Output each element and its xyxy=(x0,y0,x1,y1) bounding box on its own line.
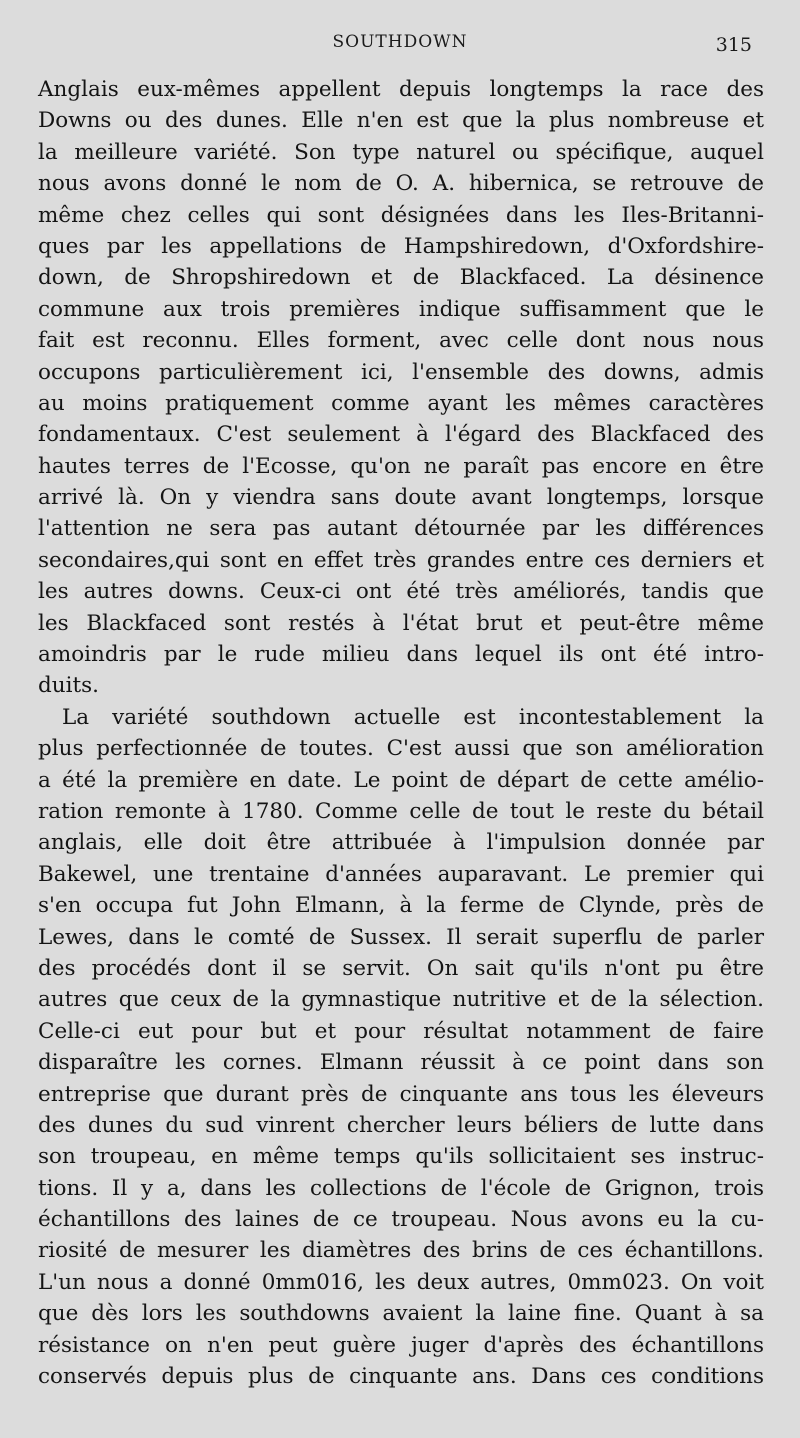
text-line: conservés depuis plus de cinquante ans. Dans ces conditions xyxy=(38,1364,764,1390)
page-number: 315 xyxy=(715,34,752,56)
text-line: tions. Il y a, dans les collections de l'école de Grignon, trois xyxy=(38,1175,764,1201)
body-text xyxy=(38,74,764,1392)
text-line: la meilleure variété. Son type naturel ou spécifique, auquel xyxy=(38,139,764,165)
text-line: nous avons donné le nom de O. A. hibernica, se retrouve de xyxy=(38,171,764,197)
text-line: disparaître les cornes. Elmann réussit à ce point dans son xyxy=(38,1050,764,1076)
text-line: des dunes du sud vinrent chercher leurs béliers de lutte dans xyxy=(38,1112,764,1138)
text-line: son troupeau, en même temps qu'ils sollicitaient ses instruc- xyxy=(38,1144,764,1170)
text-line: autres que ceux de la gymnastique nutritive et de la sélection. xyxy=(38,987,764,1013)
text-line: down, de Shropshiredown et de Blackfaced. La désinence xyxy=(38,265,764,291)
text-line: les Blackfaced sont restés à l'état brut et peut-être même xyxy=(38,610,764,636)
text-line: Lewes, dans le comté de Sussex. Il serait superflu de parler xyxy=(38,924,764,950)
text-line: ration remonte à 1780. Comme celle de tout le reste du bétail xyxy=(38,798,764,824)
text-line: échantillons des laines de ce troupeau. Nous avons eu la cu- xyxy=(38,1207,764,1233)
paragraph-end-line: duits. xyxy=(38,673,99,699)
text-line: Bakewel, une trentaine d'années auparavant. Le premier qui xyxy=(38,861,764,887)
text-line: fait est reconnu. Elles forment, avec celle dont nous nous xyxy=(38,328,764,354)
page-header xyxy=(0,32,800,64)
text-line: que dès lors les southdowns avaient la laine fine. Quant à sa xyxy=(38,1301,764,1327)
text-line: hautes terres de l'Ecosse, qu'on ne paraît pas encore en être xyxy=(38,453,764,479)
text-line: s'en occupa fut John Elmann, à la ferme de Clynde, près de xyxy=(38,893,764,919)
text-line: Downs ou des dunes. Elle n'en est que la plus nombreuse et xyxy=(38,108,764,134)
text-line: amoindris par le rude milieu dans lequel ils ont été intro- xyxy=(38,642,764,668)
text-line: secondaires,qui sont en effet très grandes entre ces derniers et xyxy=(38,547,764,573)
text-line: des procédés dont il se servit. On sait qu'ils n'ont pu être xyxy=(38,955,764,981)
text-line: entreprise que durant près de cinquante ans tous les éleveurs xyxy=(38,1081,764,1107)
text-line: ques par les appellations de Hampshiredown, d'Oxfordshire- xyxy=(38,233,764,259)
text-line: Anglais eux-mêmes appellent depuis longtemps la race des xyxy=(38,77,764,102)
running-head: SOUTHDOWN xyxy=(332,32,468,52)
text-line: fondamentaux. C'est seulement à l'égard des Blackfaced des xyxy=(38,422,764,448)
text-line: Celle-ci eut pour but et pour résultat notamment de faire xyxy=(38,1018,764,1044)
paragraph-start-line: La variété southdown actuelle est incontestablement la xyxy=(62,704,764,730)
text-line: a été la première en date. Le point de départ de cette amélio- xyxy=(38,767,764,793)
text-line: plus perfectionnée de toutes. C'est aussi que son amélioration xyxy=(38,736,764,762)
text-line: l'attention ne sera pas autant détournée par les différences xyxy=(38,516,764,542)
text-line: même chez celles qui sont désignées dans les Iles-Britanni- xyxy=(38,202,764,228)
text-line: arrivé là. On y viendra sans doute avant longtemps, lorsque xyxy=(38,485,764,511)
text-line: les autres downs. Ceux-ci ont été très améliorés, tandis que xyxy=(38,579,764,605)
text-line: anglais, elle doit être attribuée à l'impulsion donnée par xyxy=(38,830,764,856)
text-line: résistance on n'en peut guère juger d'après des échantillons xyxy=(38,1332,764,1358)
text-line: occupons particulièrement ici, l'ensemble des downs, admis xyxy=(38,359,764,385)
text-line: commune aux trois premières indique suffisamment que le xyxy=(38,296,764,322)
text-line: riosité de mesurer les diamètres des brins de ces échantillons. xyxy=(38,1238,764,1264)
text-line: L'un nous a donné 0mm016, les deux autres, 0mm023. On voit xyxy=(38,1269,764,1295)
text-line: au moins pratiquement comme ayant les mêmes caractères xyxy=(38,390,764,416)
